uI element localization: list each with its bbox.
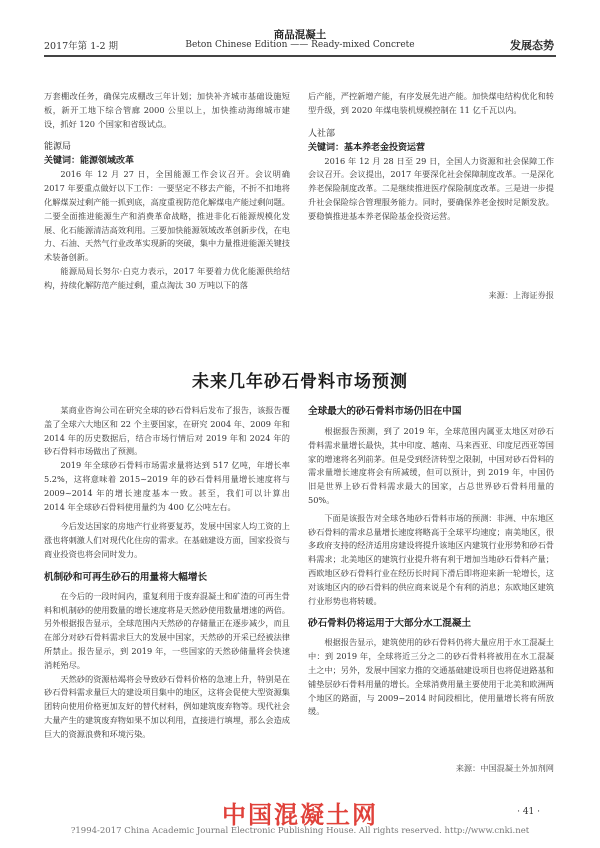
copyright-footer: ?1994-2017 China Academic Journal Electronic Publishing House. All rights reserved. http://www.cnki.net bbox=[70, 826, 530, 836]
article-paragraph-3: 今后发达国家的房地产行业将要复苏，发展中国家人均工资的上涨也将刺激人们对现代化住房的需求。在基础建设方面，国家投资与商业投资也将会同时发力。 bbox=[44, 521, 290, 559]
article-title: 未来几年砂石骨料市场预测 bbox=[192, 372, 408, 392]
article-paragraph-4: 在今后的一段时间内，重复利用于废弃混凝土和矿渣的可再生骨料和机制砂的使用数量的增长速度将是天然砂使用数量增速的两倍。另外根据报告显示，全球范围内天然砂的存储量正在逐步减少，而且在部分对砂石骨料需求巨大的发展中国家，天然砂的开采已经被法律所禁止。报告显示，到 2019 年，一些国家的天然砂储量将会快速消耗殆尽。 bbox=[44, 590, 290, 670]
article-paragraph-7: 下面是该报告对全球各地砂石骨料市场的预测：非洲、中东地区砂石骨料的需求总量增长速度将略高于全球平均速度；南美地区，很多政府支持的经济适用房建设将提升该地区内建筑行业形势和砂石骨料需求；北美地区的建筑行业提升将有利于增加当地砂石骨料产量；西欧地区砂石骨料行业在经历长时间下滑后即将迎来新一轮增长，这对该地区内的砂石骨料的供应商来说是个有利的消息；东欧地区建筑行业形势也将转暖。 bbox=[308, 512, 554, 606]
article-paragraph-2: 2019 年全球砂石骨料市场需求量将达到 517 亿吨，年增长率 5.2%，这将意味着 2015~2019 年的砂石骨料用量增长速度将与 2009~2014 年的增长速度基本一致。甚至，我们可以计算出 2014 年全球砂石骨料使用量约为 400 亿公吨左右。 bbox=[44, 460, 290, 512]
header-divider bbox=[44, 55, 556, 57]
continued-paragraph: 万套棚改任务，确保完成棚改三年计划；加快补齐城市基础设施短板，新开工地下综合管廊 2000 公里以上，加快推动海绵城市建设，抓好 120 个国家和省级试点。 bbox=[44, 91, 290, 129]
energy-paragraph-1: 2016 年 12 月 27 日，全国能源工作会议召开。会议明确 2017 年要重点做好以下工作：一要坚定不移去产能，不折不扣地将化解煤炭过剩产能一抓到底，高度重视防范化解煤电产能过剩问题。二要全面推进能源生产和消费革命战略，推进非化石能源规模化发展、化石能源清洁高效利用。三要加快能源领域改革创新步伐，在电力、石油、天然气行业改革实现新的突破，集中力量推进能源关键技术装备创新。 bbox=[44, 169, 290, 263]
section-label: 发展态势 bbox=[510, 39, 554, 52]
article-left-column bbox=[44, 404, 290, 742]
top-right-column bbox=[308, 90, 554, 224]
source-top: 来源：上海证券报 bbox=[488, 290, 554, 300]
article-paragraph-5: 天然砂的资源枯竭将会导致砂石骨料价格的急速上升，特别是在砂石骨料需求量巨大的建设项目集中的地区，这将会促使大型资源集团转向使用价格更加友好的替代材料，例如建筑废弃物等。现代社会大量产生的建筑废弃物如果不加以利用，直接进行填埋，那么会造成巨大的资源浪费和环境污染。 bbox=[44, 673, 290, 739]
journal-title-en: Beton Chinese Edition —— Ready-mixed Concrete bbox=[185, 40, 415, 50]
energy-dept-label: 能源局 bbox=[44, 142, 72, 153]
section-heading-1: 机制砂和可再生砂石的用量将大幅增长 bbox=[44, 571, 208, 583]
page-number: · 41 · bbox=[517, 807, 540, 817]
section-heading-3: 砂石骨料仍将运用于大部分水工混凝土 bbox=[308, 618, 472, 630]
continued-paragraph-right: 后产能，严控新增产能，有序发展先进产能。加快煤电结构优化和转型升级，到 2020 年煤电装机规模控制在 11 亿千瓦以内。 bbox=[308, 91, 554, 115]
article-paragraph-8: 根据报告显示，建筑使用的砂石骨料仍将大量应用于水工混凝土中：到 2019 年，全球将近三分之二的砂石骨料将被用在水工混凝土之中；另外，发展中国家力推的交通基础建设项目也将促进路基和铺垫层砂石骨料用量的增长。全球消费用量主要使用于北美和欧洲两个地区的路面，与 2009~2014 时间段相比，使用量增长将有所放缓。 bbox=[308, 637, 554, 717]
energy-paragraph-2: 能源局局长努尔·白克力表示，2017 年要着力优化能源供给结构，持续化解防范产能过剩，重点淘汰 30 万吨以下的落 bbox=[44, 265, 290, 290]
article-paragraph-1: 某商业咨询公司在研究全球的砂石骨料后发布了报告，该报告覆盖了全球六大地区和 22 个主要国家，在研究 2004 年、2009 年和 2014 年的历史数据后，结合市场行情后对 2019 年和 2024 年的砂石骨料市场做出了预测。 bbox=[44, 405, 290, 457]
article-right-column bbox=[308, 404, 554, 719]
section-heading-2: 全球最大的砂石骨料市场仍旧在中国 bbox=[308, 406, 462, 417]
source-bottom: 来源：中国混凝土外加剂网 bbox=[455, 763, 554, 773]
journal-title-cn: 商品混凝土 bbox=[273, 29, 327, 41]
hr-keyword: 关键词：基本养老金投资运营 bbox=[308, 142, 426, 153]
watermark-logo: 中国混凝土网 bbox=[222, 801, 378, 829]
article-paragraph-6: 根据报告预测，到了 2019 年，全球范围内属亚太地区对砂石骨料需求量增长最快，其中印度、越南、马来西亚、印度尼西亚等国家的增速将名列前茅。但是受到经济转型之限制，中国对砂石骨料的需求量增长速度将会有所减缓，但可以预计，到 2019 年，中国仍旧是世界上砂石骨料需求最大的国家，占总世界砂石骨料用量的 50%。 bbox=[308, 426, 554, 505]
hr-paragraph-1: 2016 年 12 月 28 日至 29 日，全国人力资源和社会保障工作会议召开。会议提出，2017 年要深化社会保障制度改革。一是深化养老保险制度改革。二是继续推进医疗保险制度改革。三是进一步提升社会保险综合管理服务能力。同时，要确保养老金按时足额发放。要稳慎推进基本养老保险基金投资运营。 bbox=[308, 155, 554, 221]
issue-label: 2017年第 1-2 期 bbox=[44, 41, 119, 52]
hr-dept-label: 人社部 bbox=[308, 128, 336, 139]
energy-keyword: 关键词：能源领域改革 bbox=[44, 156, 135, 167]
top-left-column bbox=[44, 90, 290, 293]
